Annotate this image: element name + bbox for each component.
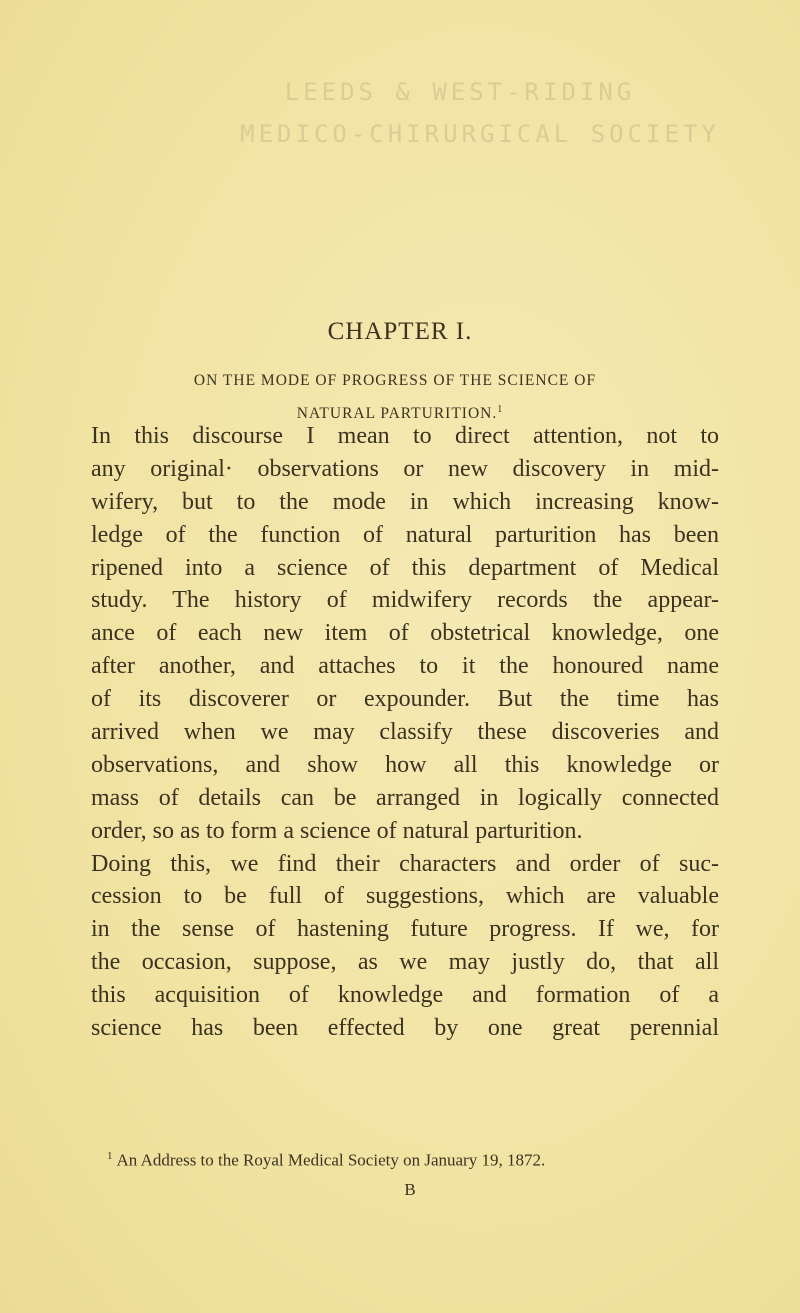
- text-line: mass of details can be arranged in logically connected: [91, 784, 719, 811]
- text-line: ripened into a science of this department of Medical: [91, 554, 719, 581]
- text-line: any original· observations or new discovery in mid-: [91, 455, 719, 482]
- text-line: in the sense of hastening future progress. If we, for: [91, 916, 719, 943]
- text-line: the occasion, suppose, as we may justly do, that all: [91, 949, 719, 976]
- text-line: cession to be full of suggestions, which are valuable: [91, 883, 719, 910]
- footnote-text: An Address to the Royal Medical Society on January 19, 1872.: [116, 1150, 546, 1170]
- text-line: science has been effected by one great perennial: [91, 1015, 719, 1042]
- library-stamp-line2: MEDICO-CHIRURGICAL SOCIETY: [240, 120, 720, 148]
- text-line: wifery, but to the mode in which increasing know-: [91, 488, 719, 515]
- text-line: this acquisition of knowledge and formation of a: [91, 982, 719, 1009]
- text-line: of its discoverer or expounder. But the time has: [91, 686, 719, 713]
- text-line: ledge of the function of natural parturition has been: [91, 521, 719, 548]
- chapter-title: CHAPTER I.: [327, 318, 473, 345]
- library-stamp-line1: LEEDS & WEST-RIDING: [284, 78, 636, 106]
- footnote-reference: 1: [497, 404, 504, 415]
- chapter-subtitle-line1: ON THE MODE OF PROGRESS OF THE SCIENCE OF: [193, 372, 597, 389]
- signature-mark: B: [404, 1180, 416, 1199]
- footnote: [107, 1150, 545, 1171]
- text-line: Doing this, we find their characters and order of suc-: [91, 850, 719, 877]
- text-line: study. The history of midwifery records the appear-: [91, 587, 719, 614]
- text-line: In this discourse I mean to direct attention, not to: [91, 423, 719, 449]
- text-line: arrived when we may classify these discoveries and: [91, 719, 719, 746]
- subtitle-text: NATURAL PARTURITION.: [296, 405, 498, 423]
- body-text: [91, 420, 719, 1045]
- text-line: after another, and attaches to it the honoured name: [91, 653, 719, 680]
- text-line: ance of each new item of obstetrical knowledge, one: [91, 620, 719, 647]
- text-line: order, so as to form a science of natural parturition.: [91, 817, 583, 844]
- text-line: observations, and show how all this knowledge or: [91, 751, 719, 778]
- footnote-mark: 1: [107, 1150, 113, 1162]
